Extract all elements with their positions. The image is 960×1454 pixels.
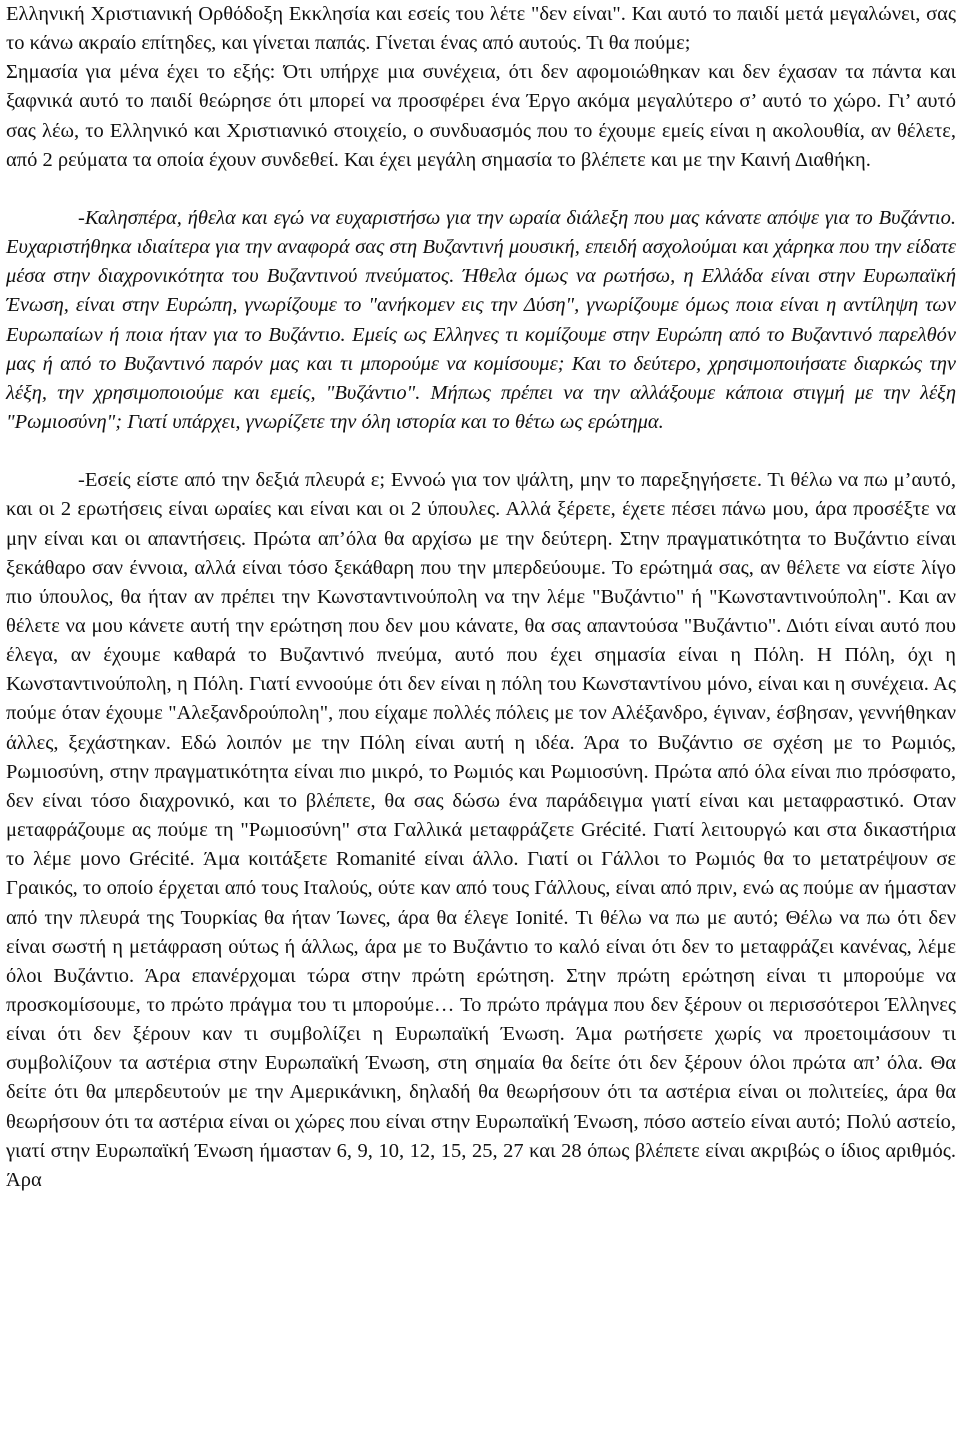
paragraph: Σημασία για μένα έχει το εξής: Ότι υπήρχε μια συνέχεια, ότι δεν αφομοιώθηκαν και δεν έχασαν τα πάντα και ξαφνικά αυτό το παιδί θεώρησε ότι μπορεί να προσφέρει ένα Έργο ακόμα μεγαλύτερο σ’ αυτό το χώρο. Γι’ αυτό σας λέω, το Ελληνικό και Χριστιανικό στοιχείο, ο συνδυασμός που το έχουμε εμείς είναι η ακολουθία, αν θέλετε, από 2 ρεύματα τα οποία έχουν συνδεθεί. Και έχει μεγάλη σημασία το βλέπετε και με την Καινή Διαθήκη. [6, 61, 956, 171]
document-page [6, 0, 956, 1195]
paragraph: Ελληνική Χριστιανική Ορθόδοξη Εκκλησία και εσείς του λέτε "δεν είναι". Και αυτό το παιδί μετά μεγαλώνει, σας το κάνω ακραίο επίτηδες, και γίνεται παπάς. Γίνεται ένας από αυτούς. Τι θα πούμε; [6, 3, 956, 55]
question-paragraph: -Καλησπέρα, ήθελα και εγώ να ευχαριστήσω για την ωραία διάλεξη που μας κάνατε απόψε για το Βυζάντιο. Ευχαριστήθηκα ιδιαίτερα για την αναφορά σας στη Βυζαντινή μουσική, επειδή ασχολούμαι και χάρηκα που την είδατε μέσα στην διαχρονικότητα του Βυζαντινού πνεύματος. Ήθελα όμως να ρωτήσω, η Ελλάδα είναι στην Ευρωπαϊκή Ένωση, είναι στην Ευρώπη, γνωρίζουμε το "ανήκομεν εις την Δύση", γνωρίζουμε όμως ποια είναι η αντίληψη των Ευρωπαίων ή ποια ήταν για το Βυζάντιο. Εμείς ως Ελληνες τι κομίζουμε στην Ευρώπη από το Βυζαντινό παρελθόν μας ή από το Βυζαντινό παρόν μας και τι μπορούμε να κομίσουμε; Και το δεύτερο, χρησιμοποιήσατε διαρκώς την λέξη, την χρησιμοποιούμε και εμείς, "Βυζάντιο". Μήπως πρέπει να την αλλάξουμε κάποια στιγμή με την λέξη "Ρωμιοσύνη"; Γιατί υπάρχει, γνωρίζετε την όλη ιστορία και το θέτω ως ερώτημα. [6, 206, 956, 434]
answer-paragraph: -Εσείς είστε από την δεξιά πλευρά ε; Εννοώ για τον ψάλτη, μην το παρεξηγήσετε. Τι θέλω να πω μ’αυτό, και οι 2 ερωτήσεις είναι ωραίες και είναι και οι 2 ύπουλες. Αλλά ξέρετε, έχετε πέσει πάνω μου, άρα προσέξτε να μην είναι και οι απαντήσεις. Πρώτα απ’όλα θα αρχίσω με την δεύτερη. Στην πραγματικότητα το Βυζάντιο είναι ξεκάθαρο σαν έννοια, αλλά είναι τόσο ξεκάθαρη που την μπερδεύουμε. Το ερώτημά σας, αν θέλετε να είστε λίγο πιο ύπουλος, θα ήταν αν πρέπει την Κωνσταντινούπολη να την λέμε "Βυζάντιο" ή "Κωνσταντινούπολη". Και αν θέλετε να μου κάνετε αυτή την ερώτηση που δεν μου κάνατε, θα σας απαντούσα "Βυζάντιο". Διότι είναι αυτό που έλεγα, αν έχουμε καθαρά το Βυζαντινό πνεύμα, αυτό που έχει σημασία είναι η Πόλη. Η Πόλη, όχι η Κωνσταντινούπολη, η Πόλη. Γιατί εννοούμε ότι δεν είναι η πόλη του Κωνσταντίνου μόνο, είναι και η συνέχεια. Ας πούμε όταν έχουμε "Αλεξανδρούπολη", που είχαμε πολλές πόλεις με τον Αλέξανδρο, έγιναν, έσβησαν, γεννήθηκαν άλλες, ξεχάστηκαν. Εδώ λοιπόν με την Πόλη είναι αυτή η ιδέα. Άρα το Βυζάντιο σε σχέση με το Ρωμιός, Ρωμιοσύνη, στην πραγματικότητα είναι πιο μικρό, το Ρωμιός και Ρωμιοσύνη. Πρώτα από όλα είναι πιο πρόσφατο, δεν είναι τόσο διαχρονικό, και το βλέπετε, θα σας δώσω ένα παράδειγμα γιατί είναι και μεταφραστικό. Οταν μεταφράζουμε ας πούμε τη "Ρωμιοσύνη" στα Γαλλικά μεταφράζετε Grécité. Γιατί λειτουργώ και στα δικαστήρια το λέμε μονο Grécité. Άμα κοιτάξετε Romanité είναι άλλο. Γιατί οι Γάλλοι το Ρωμιός θα το μετατρέψουν σε Γραικός, το οποίο έρχεται από τους Ιταλούς, ούτε καν από τους Γάλλους, είναι από πριν, ενώ ας πούμε αν ήμασταν από την πλευρά της Τουρκίας θα ήταν Ίωνες, άρα θα έλεγε Ionité. Τι θέλω να πω με αυτό; Θέλω να πω ότι δεν είναι σωστή η μετάφραση ούτως ή άλλως, άρα με το Βυζάντιο το καλό είναι ότι δεν το μεταφράζει κανένας, λέμε όλοι Βυζάντιο. Άρα επανέρχομαι τώρα στην πρώτη ερώτηση. Στην πρώτη ερώτηση είναι τι μπορούμε να προσκομίσουμε, το πρώτο πράγμα του τι μπορούμε… Το πρώτο πράγμα που δεν ξέρουν οι περισσότεροι Έλληνες είναι ότι δεν ξέρουν καν τι συμβολίζει η Ευρωπαϊκή Ένωση. Άμα ρωτήσετε χωρίς να προετοιμάσουν τι συμβολίζουν τα αστέρια στην Ευρωπαϊκή Ένωση, στη σημαία θα δείτε ότι δεν ξέρουν όλοι πρώτα απ’ όλα. Θα δείτε ότι θα μπερδευτούν με την Αμερικάνικη, δηλαδή θα θεωρήσουν ότι τα αστέρια είναι οι πολιτείες, άρα θα θεωρήσουν ότι τα αστέρια είναι οι χώρες που είναι στην Ευρωπαϊκή Ένωση, πόσο αστείο είναι αυτό; Πολύ αστείο, γιατί στην Ευρωπαϊκή Ένωση ήμασταν 6, 9, 10, 12, 15, 25, 27 και 28 όπως βλέπετε είναι ακριβώς ο ίδιος αριθμός. Άρα [6, 469, 956, 1191]
